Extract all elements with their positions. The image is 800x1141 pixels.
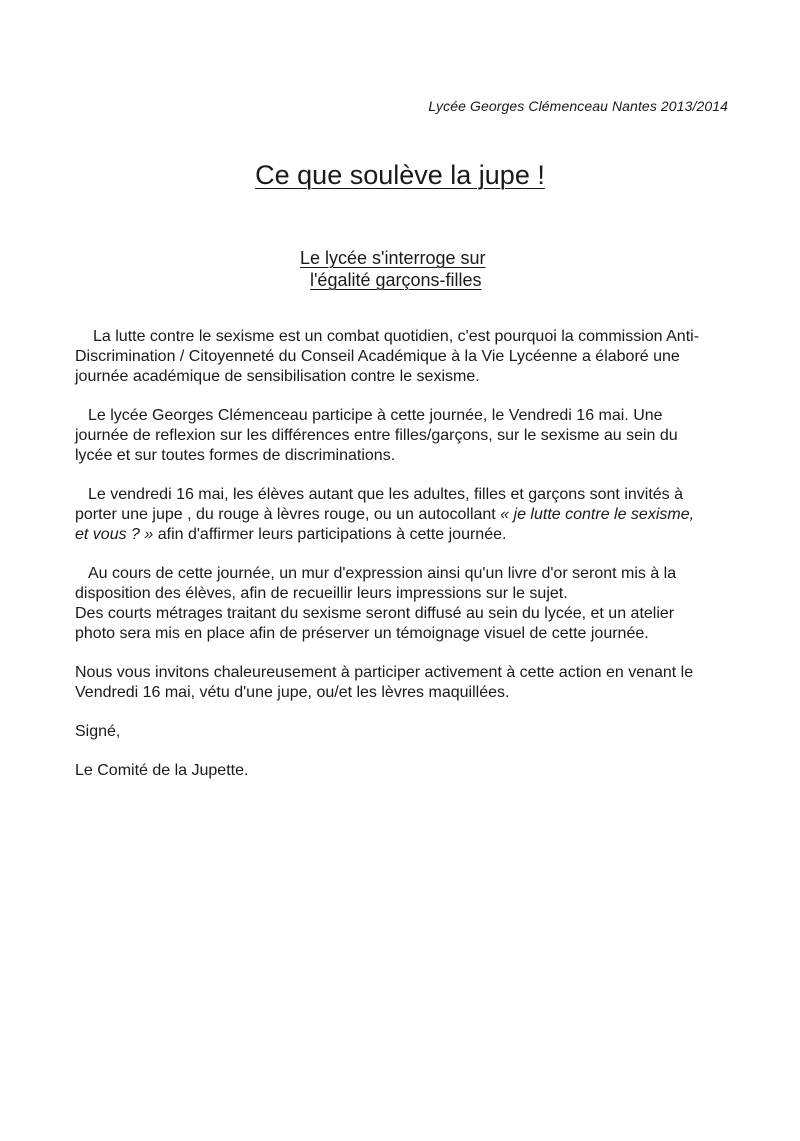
slogan-quote: et vous ? » bbox=[75, 526, 154, 543]
paragraph-line: photo sera mis en place afin de préserver un témoignage visuel de cette journée. bbox=[75, 625, 649, 642]
paragraph-3 bbox=[75, 485, 735, 545]
paragraph-line: journée de reflexion sur les différences entre filles/garçons, sur le sexisme au sein du bbox=[75, 427, 678, 444]
paragraph-line: Des courts métrages traitant du sexisme seront diffusé au sein du lycée, et un atelier bbox=[75, 605, 675, 622]
slogan-quote: « je lutte contre le sexisme, bbox=[500, 506, 695, 523]
paragraph-line: Le vendredi 16 mai, les élèves autant que les adultes, filles et garçons sont invités à bbox=[88, 486, 684, 503]
paragraph-line bbox=[75, 505, 735, 525]
committee-signature: Le Comité de la Jupette. bbox=[75, 762, 249, 779]
paragraph-line: disposition des élèves, afin de recueillir leurs impressions sur le sujet. bbox=[75, 585, 568, 602]
subtitle-line-1: Le lycée s'interroge sur bbox=[300, 248, 486, 268]
school-header: Lycée Georges Clémenceau Nantes 2013/2014 bbox=[428, 98, 728, 114]
paragraph-2 bbox=[75, 406, 735, 466]
paragraph-line: lycée et sur toutes formes de discriminations. bbox=[75, 447, 396, 464]
paragraph-5 bbox=[75, 663, 735, 703]
page-title: Ce que soulève la jupe ! bbox=[255, 160, 545, 190]
paragraph-text: porter une jupe , du rouge à lèvres rouge, ou un autocollant bbox=[75, 506, 501, 523]
paragraph-text: afin d'affirmer leurs participations à cette journée. bbox=[153, 526, 507, 543]
paragraph-line: Vendredi 16 mai, vétu d'une jupe, ou/et les lèvres maquillées. bbox=[75, 684, 510, 701]
body-text bbox=[75, 327, 735, 781]
subtitle bbox=[300, 247, 486, 291]
paragraph-1 bbox=[75, 327, 735, 387]
paragraph-line: journée académique de sensibilisation contre le sexisme. bbox=[75, 368, 480, 385]
signed-label: Signé, bbox=[75, 723, 121, 740]
paragraph-line: La lutte contre le sexisme est un combat quotidien, c'est pourquoi la commission Anti- bbox=[93, 328, 700, 345]
paragraph-4 bbox=[75, 564, 735, 644]
paragraph-line: Au cours de cette journée, un mur d'expression ainsi qu'un livre d'or seront mis à la bbox=[88, 565, 677, 582]
paragraph-line bbox=[75, 525, 735, 545]
paragraph-line: Nous vous invitons chaleureusement à participer activement à cette action en venant le bbox=[75, 664, 694, 681]
paragraph-line: Discrimination / Citoyenneté du Conseil Académique à la Vie Lycéenne a élaboré une bbox=[75, 348, 680, 365]
paragraph-line: Le lycée Georges Clémenceau participe à cette journée, le Vendredi 16 mai. Une bbox=[88, 407, 663, 424]
subtitle-line-2: l'égalité garçons-filles bbox=[310, 270, 482, 290]
